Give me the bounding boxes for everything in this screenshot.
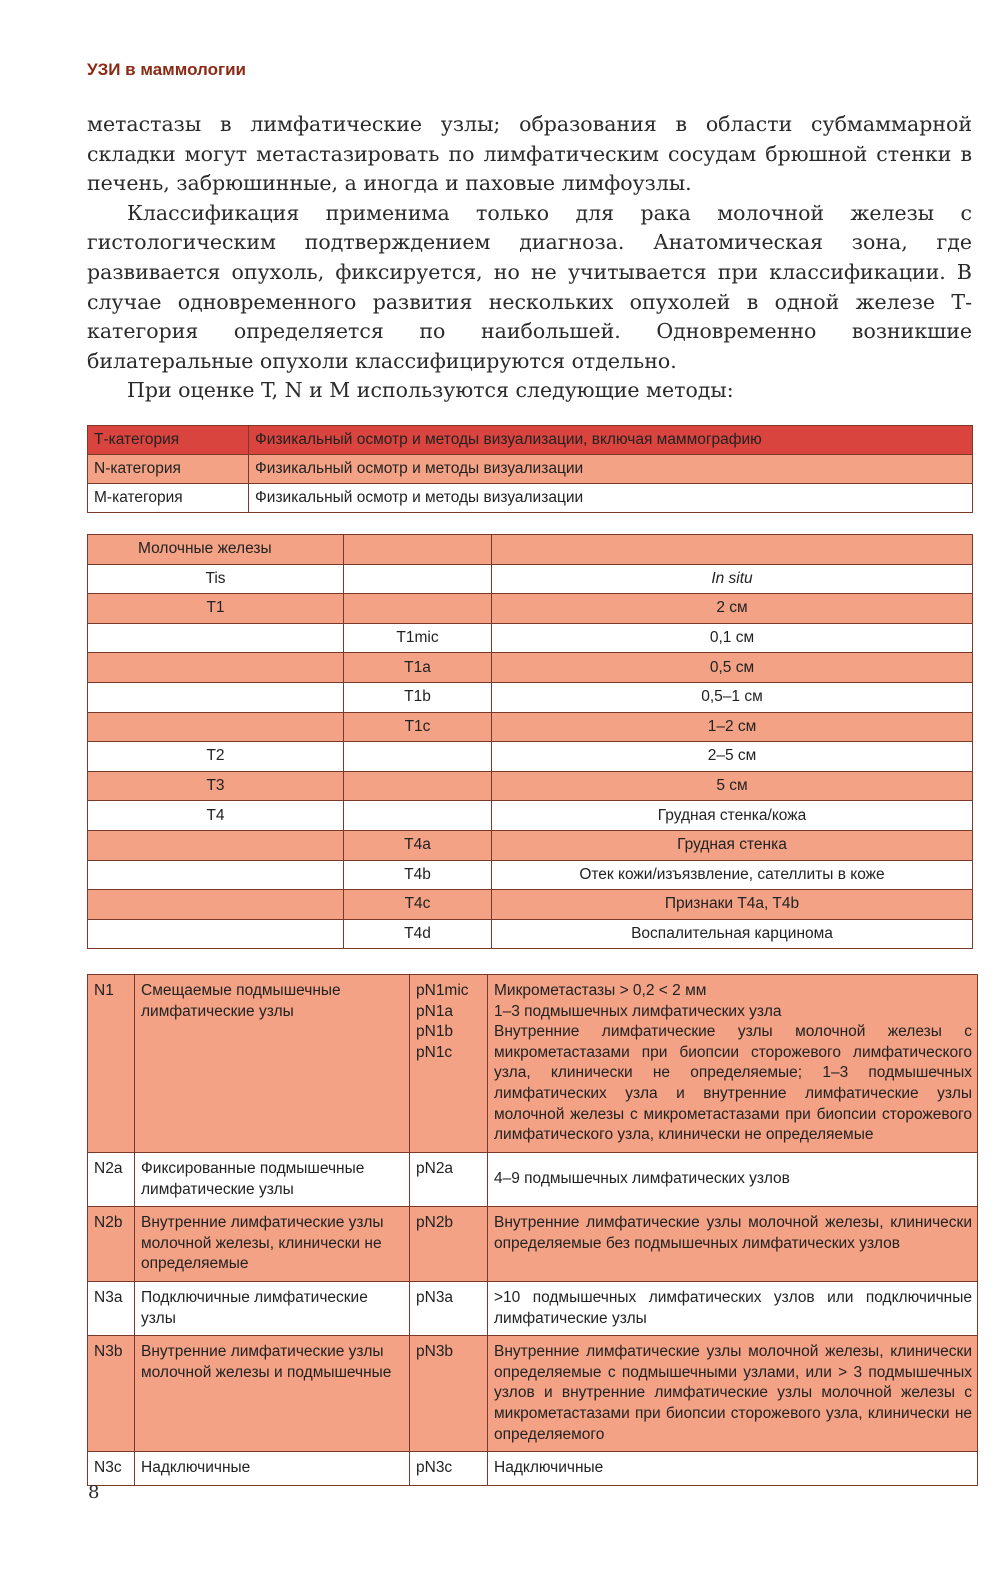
table-row	[88, 890, 973, 920]
subcategory-cell: T1c	[344, 712, 492, 742]
pn-category-cell: pN3c	[410, 1452, 488, 1486]
body-text	[87, 110, 972, 406]
table-row	[88, 1336, 978, 1452]
category-cell: М-категория	[88, 484, 249, 513]
value-cell: 2 см	[492, 594, 973, 624]
subcategory-cell: T1a	[344, 653, 492, 683]
value-cell: 0,5 см	[492, 653, 973, 683]
description-cell: Надключичные	[488, 1452, 978, 1486]
description-line: Микрометастазы > 0,2 < 2 мм	[494, 982, 707, 999]
description-cell: >10 подмышечных лимфатических узлов или подключичные лимфатические узлы	[488, 1281, 978, 1335]
pn-category-cell: pN2b	[410, 1207, 488, 1282]
subcategory-cell: T4d	[344, 919, 492, 949]
paragraph: метастазы в лимфатические узлы; образования в области субмаммарной складки могут метастазировать по лимфатическим сосудам брюшной стенки в печень, забрюшинные, а иногда и паховые лимфоузлы.	[87, 112, 972, 196]
table-row	[88, 682, 973, 712]
table-row	[88, 426, 973, 455]
clinical-cell: Внутренние лимфатические узлы молочной железы и подмышечные	[135, 1336, 410, 1452]
table-row	[88, 742, 973, 772]
value-cell: 0,1 см	[492, 623, 973, 653]
category-cell: T2	[88, 742, 344, 772]
table-row	[88, 564, 973, 594]
page-number: 8	[88, 1482, 100, 1503]
table-row	[88, 455, 973, 484]
subcategory-cell	[344, 771, 492, 801]
running-header: УЗИ в маммологии	[87, 60, 246, 79]
header-cell	[344, 535, 492, 565]
category-cell: Tis	[88, 564, 344, 594]
table-row	[88, 1207, 978, 1282]
value-cell: 1–2 см	[492, 712, 973, 742]
n-category-cell: N3a	[88, 1281, 135, 1335]
description-cell: 4–9 подмышечных лимфатических узлов	[488, 1153, 978, 1207]
pn-category-cell: pN3b	[410, 1336, 488, 1452]
header-cell	[492, 535, 973, 565]
method-cell: Физикальный осмотр и методы визуализации	[249, 484, 973, 513]
clinical-cell: Фиксированные подмышечные лимфатические узлы	[135, 1153, 410, 1207]
category-cell: T3	[88, 771, 344, 801]
value-cell: Воспалительная карцинома	[492, 919, 973, 949]
pn-label: pN1c	[416, 1043, 453, 1061]
value-cell: 5 см	[492, 771, 973, 801]
clinical-cell: Надключичные	[135, 1452, 410, 1486]
subcategory-cell	[344, 594, 492, 624]
value-cell: In situ	[492, 564, 973, 594]
category-cell: N-категория	[88, 455, 249, 484]
description-cell: Внутренние лимфатические узлы молочной железы, клинически определяемые без подмышечных лимфатических узлов	[488, 1207, 978, 1282]
method-cell: Физикальный осмотр и методы визуализации, включая маммографию	[249, 426, 973, 455]
category-cell: T4	[88, 801, 344, 831]
subcategory-cell: T4a	[344, 830, 492, 860]
category-cell: T1	[88, 594, 344, 624]
subcategory-cell: T1mic	[344, 623, 492, 653]
category-cell: Т-категория	[88, 426, 249, 455]
pn-category-cell: pN3a	[410, 1281, 488, 1335]
table-row	[88, 801, 973, 831]
subcategory-cell: T1b	[344, 682, 492, 712]
description-line: 1–3 подмышечных лимфатических узла	[494, 1002, 782, 1020]
pn-label: pN1b	[416, 1023, 454, 1041]
subcategory-cell: T4c	[344, 890, 492, 920]
category-cell	[88, 712, 344, 742]
clinical-cell: Подключичные лимфатические узлы	[135, 1281, 410, 1335]
n-category-cell: N1	[88, 975, 135, 1153]
n-category-cell: N3c	[88, 1452, 135, 1486]
n-category-cell: N2a	[88, 1153, 135, 1207]
header-cell: Молочные железы	[88, 535, 344, 565]
table-row	[88, 975, 978, 1153]
category-cell	[88, 830, 344, 860]
table-row	[88, 771, 973, 801]
pn-category-cell: pN2a	[410, 1153, 488, 1207]
table-row	[88, 653, 973, 683]
value-cell: Грудная стенка/кожа	[492, 801, 973, 831]
table-row	[88, 1281, 978, 1335]
value-cell: Грудная стенка	[492, 830, 973, 860]
category-cell	[88, 860, 344, 890]
table-header-row	[88, 535, 973, 565]
category-cell	[88, 653, 344, 683]
table-row	[88, 919, 973, 949]
value-cell: Признаки T4a, T4b	[492, 890, 973, 920]
paragraph: При оценке T, N и M используются следующие методы:	[127, 378, 734, 403]
table-row	[88, 623, 973, 653]
subcategory-cell	[344, 564, 492, 594]
n-category-cell: N2b	[88, 1207, 135, 1282]
paragraph: Классификация применима только для рака молочной железы с гистологическим подтверждением диагноза. Анатомическая зона, где развивается опухоль, фиксируется, но не учитывается при классификации. В случае одновременного развития нескольких опухолей в одной железе Т-категория определяется по наибольшей. Одновременно возникшие билатеральные опухоли классифицируются отдельно.	[87, 200, 972, 373]
category-cell	[88, 682, 344, 712]
n-category-cell: N3b	[88, 1336, 135, 1452]
pn-label: pN1mic	[416, 982, 469, 999]
value-cell: Отек кожи/изъязвление, сателлиты в коже	[492, 860, 973, 890]
description-cell	[488, 975, 978, 1153]
methods-table	[87, 425, 973, 513]
table-row	[88, 594, 973, 624]
category-cell	[88, 919, 344, 949]
table-row	[88, 712, 973, 742]
pn-label: pN1a	[416, 1002, 454, 1020]
mammary-table	[87, 534, 973, 949]
description-cell: Внутренние лимфатические узлы молочной железы, клинически определяемые с подмышечными узлами, или > 3 подмышечных узлов и внутренние лимфатические узлы молочной железы с микрометастазами при биопсии сторожевого узла, клинически не определяемого	[488, 1336, 978, 1452]
table-row	[88, 830, 973, 860]
table-row	[88, 484, 973, 513]
table-row	[88, 860, 973, 890]
subcategory-cell	[344, 742, 492, 772]
table-row	[88, 1452, 978, 1486]
nodes-table	[87, 974, 978, 1486]
subcategory-cell	[344, 801, 492, 831]
subcategory-cell: T4b	[344, 860, 492, 890]
value-cell: 0,5–1 см	[492, 682, 973, 712]
pn-category-cell	[410, 975, 488, 1153]
clinical-cell: Внутренние лимфатические узлы молочной железы, клинически не определяемые	[135, 1207, 410, 1282]
table-row	[88, 1153, 978, 1207]
category-cell	[88, 890, 344, 920]
category-cell	[88, 623, 344, 653]
description-line: Внутренние лимфатические узлы молочной железы с микрометастазами при биопсии сторожевого лимфатического узла, клинически не определяемые; 1–3 подмышечных лимфатических узла и внутренние лимфатические узлы молочной железы с микрометастазами при биопсии сторожевого лимфатического узла, клинически не определяемые	[494, 1023, 972, 1144]
clinical-cell: Смещаемые подмышечные лимфатические узлы	[135, 975, 410, 1153]
method-cell: Физикальный осмотр и методы визуализации	[249, 455, 973, 484]
value-cell: 2–5 см	[492, 742, 973, 772]
